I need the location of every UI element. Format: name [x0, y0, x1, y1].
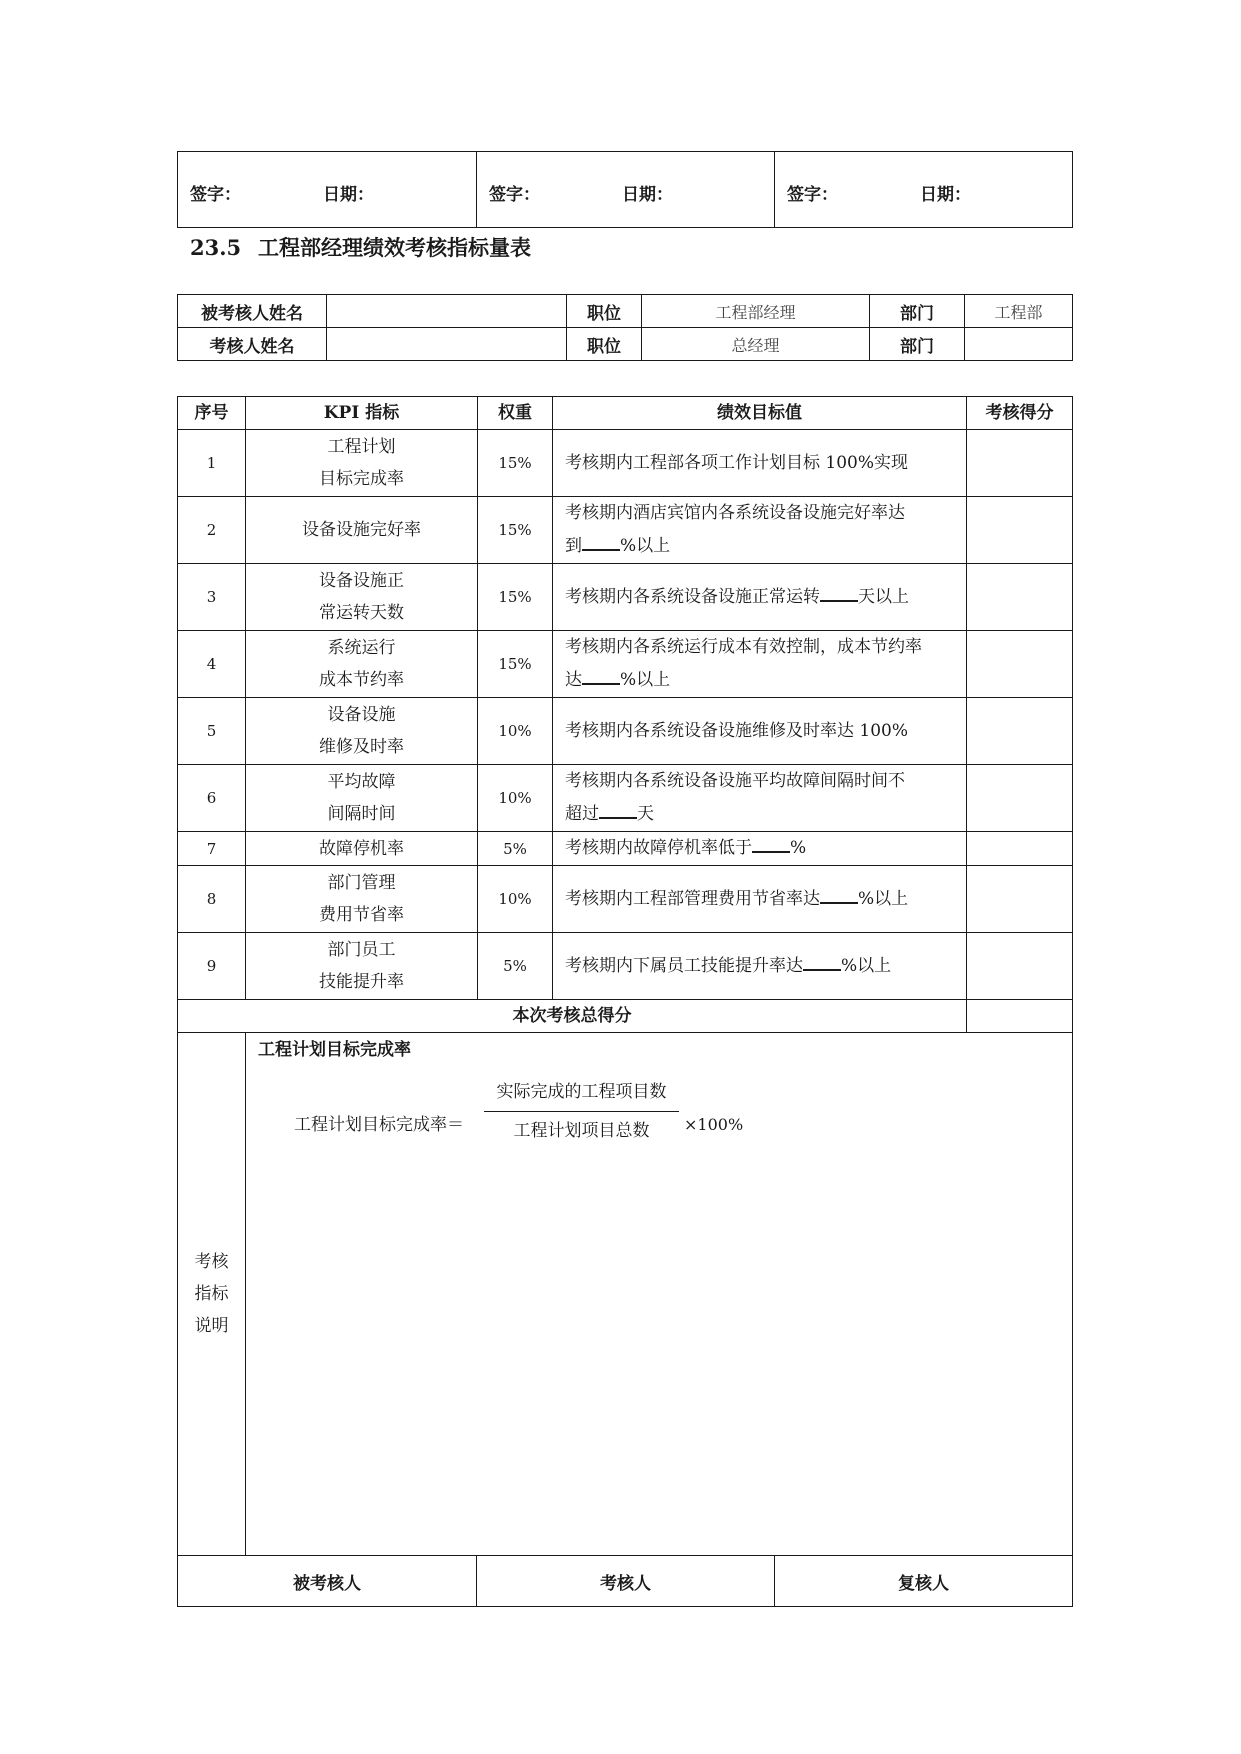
row-seq: 7: [178, 832, 246, 866]
row-weight: 10%: [478, 866, 553, 933]
row-weight: 15%: [478, 497, 553, 564]
sign-label: 签字：: [489, 185, 540, 205]
row-seq: 1: [178, 430, 246, 497]
row-kpi-name: 设备设施完好率: [246, 497, 478, 564]
formula-lhs: 工程计划目标完成率＝: [294, 1115, 464, 1135]
fill-blank[interactable]: [803, 951, 841, 971]
table-row: [178, 765, 1073, 832]
row-weight: 5%: [478, 832, 553, 866]
kpi-table: [177, 396, 1073, 1556]
signature-cell-reviewer[interactable]: [775, 152, 1073, 228]
row-kpi-name: 系统运行 成本节约率: [246, 631, 478, 698]
fill-blank[interactable]: [599, 799, 637, 819]
fill-blank[interactable]: [752, 833, 790, 853]
row-weight: 5%: [478, 933, 553, 1000]
total-score-field[interactable]: [967, 1000, 1073, 1033]
position-label: 职位: [567, 295, 642, 328]
footer-reviewer: 复核人: [775, 1556, 1073, 1607]
table-row: [178, 933, 1073, 1000]
row-score-field[interactable]: [967, 832, 1073, 866]
table-row: [178, 564, 1073, 631]
row-score-field[interactable]: [967, 430, 1073, 497]
assessee-name-field[interactable]: [327, 295, 567, 328]
row-seq: 2: [178, 497, 246, 564]
assessor-name-field[interactable]: [327, 328, 567, 361]
row-kpi-name: 故障停机率: [246, 832, 478, 866]
section-number: 23.5: [190, 235, 242, 260]
assessee-name-label: 被考核人姓名: [178, 295, 327, 328]
header-kpi: KPI 指标: [246, 397, 478, 430]
sign-label: 签字：: [787, 185, 838, 205]
header-seq: 序号: [178, 397, 246, 430]
row-target: 考核期内各系统设备设施平均故障间隔时间不 超过 天: [553, 765, 967, 832]
row-weight: 10%: [478, 765, 553, 832]
row-weight: 15%: [478, 631, 553, 698]
row-kpi-name: 平均故障 间隔时间: [246, 765, 478, 832]
row-target: 考核期内各系统设备设施正常运转 天以上: [553, 564, 967, 631]
assessor-dept-value[interactable]: [965, 328, 1073, 361]
info-table: [177, 294, 1073, 361]
row-score-field[interactable]: [967, 631, 1073, 698]
description-side-label: 考核 指标 说明: [178, 1033, 246, 1556]
row-kpi-name: 工程计划 目标完成率: [246, 430, 478, 497]
row-weight: 10%: [478, 698, 553, 765]
signature-cell-assessor[interactable]: [477, 152, 775, 228]
table-row: [178, 698, 1073, 765]
row-kpi-name: 部门员工 技能提升率: [246, 933, 478, 1000]
assessee-dept-value[interactable]: 工程部: [965, 295, 1073, 328]
section-title-text: 工程部经理绩效考核指标量表: [258, 235, 531, 260]
footer-assessor: 考核人: [477, 1556, 775, 1607]
header-weight: 权重: [478, 397, 553, 430]
header-target: 绩效目标值: [553, 397, 967, 430]
description-row: [178, 1033, 1073, 1556]
date-label: 日期：: [920, 185, 971, 205]
formula-denominator: 工程计划项目总数: [513, 1121, 650, 1141]
table-row: [178, 832, 1073, 866]
date-label: 日期：: [323, 185, 374, 205]
row-seq: 5: [178, 698, 246, 765]
assessor-name-label: 考核人姓名: [178, 328, 327, 361]
section-title: [190, 232, 531, 262]
row-seq: 8: [178, 866, 246, 933]
formula-multiplier: ×100%: [684, 1115, 744, 1134]
fill-blank[interactable]: [820, 884, 858, 904]
row-score-field[interactable]: [967, 497, 1073, 564]
row-score-field[interactable]: [967, 564, 1073, 631]
row-target: 考核期内酒店宾馆内各系统设备设施完好率达 到 %以上: [553, 497, 967, 564]
row-kpi-name: 部门管理 费用节省率: [246, 866, 478, 933]
dept-label: 部门: [870, 328, 965, 361]
fill-blank[interactable]: [582, 665, 620, 685]
dept-label: 部门: [870, 295, 965, 328]
fill-blank[interactable]: [582, 531, 620, 551]
row-weight: 15%: [478, 564, 553, 631]
row-seq: 6: [178, 765, 246, 832]
row-target: 考核期内工程部各项工作计划目标 100%实现: [553, 430, 967, 497]
row-score-field[interactable]: [967, 866, 1073, 933]
row-seq: 3: [178, 564, 246, 631]
row-seq: 4: [178, 631, 246, 698]
row-weight: 15%: [478, 430, 553, 497]
row-target: 考核期内故障停机率低于 %: [553, 832, 967, 866]
row-score-field[interactable]: [967, 765, 1073, 832]
table-row: [178, 430, 1073, 497]
position-label: 职位: [567, 328, 642, 361]
signature-table: [177, 151, 1073, 228]
table-row: [178, 866, 1073, 933]
row-seq: 9: [178, 933, 246, 1000]
description-content: [246, 1033, 1073, 1556]
row-target: 考核期内各系统运行成本有效控制，成本节约率 达 %以上: [553, 631, 967, 698]
table-row: [178, 631, 1073, 698]
footer-assessee: 被考核人: [178, 1556, 477, 1607]
table-row: [178, 497, 1073, 564]
signature-cell-assessee[interactable]: [178, 152, 477, 228]
assessor-position-value[interactable]: 总经理: [642, 328, 870, 361]
row-target: 考核期内工程部管理费用节省率达 %以上: [553, 866, 967, 933]
row-target: 考核期内各系统设备设施维修及时率达 100%: [553, 698, 967, 765]
formula-fraction: [484, 1081, 679, 1142]
assessee-position-value[interactable]: 工程部经理: [642, 295, 870, 328]
footer-table: [177, 1555, 1073, 1607]
row-score-field[interactable]: [967, 933, 1073, 1000]
total-row: [178, 1000, 1073, 1033]
row-kpi-name: 设备设施 维修及时率: [246, 698, 478, 765]
date-label: 日期：: [622, 185, 673, 205]
sign-label: 签字：: [190, 185, 241, 205]
row-score-field[interactable]: [967, 698, 1073, 765]
description-title: 工程计划目标完成率: [258, 1040, 411, 1060]
row-kpi-name: 设备设施正 常运转天数: [246, 564, 478, 631]
formula-numerator: 实际完成的工程项目数: [484, 1081, 679, 1112]
row-target: 考核期内下属员工技能提升率达 %以上: [553, 933, 967, 1000]
fill-blank[interactable]: [820, 582, 858, 602]
total-score-label: 本次考核总得分: [178, 1000, 967, 1033]
header-score: 考核得分: [967, 397, 1073, 430]
